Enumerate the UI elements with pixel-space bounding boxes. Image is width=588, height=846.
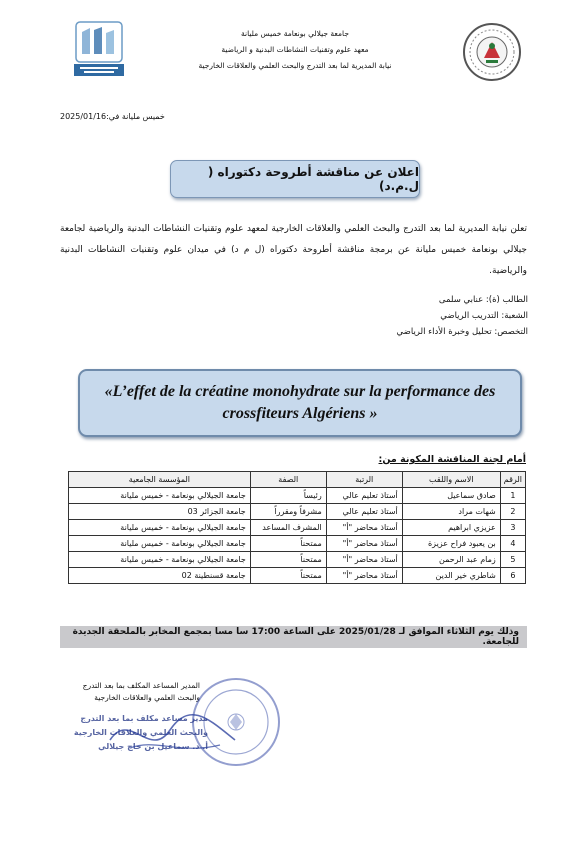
stamp-name: أ. د. سماعيل بن حاج جيلالي bbox=[98, 742, 208, 751]
jury-header-row bbox=[69, 472, 526, 488]
cell-institution: جامعة الجزائر 03 bbox=[69, 504, 251, 520]
cell-name: عزيزي ابراهيم bbox=[402, 520, 500, 536]
cell-role: المشرف المساعد bbox=[250, 520, 326, 536]
cell-rank: أستاذ تعليم عالي bbox=[326, 504, 402, 520]
cell-name: شهات مراد bbox=[402, 504, 500, 520]
col-rank: الرتبة bbox=[326, 472, 402, 488]
cell-name: صادق سماعيل bbox=[402, 488, 500, 504]
cell-role: رئيساً bbox=[250, 488, 326, 504]
institute-name: معهد علوم وتقنيات النشاطات البدنية و الرياضية bbox=[221, 45, 369, 54]
signatory-line-1: المدير المساعد المكلف بما بعد التدرج bbox=[82, 681, 200, 690]
cell-institution: جامعة الجيلالي بونعامة - خميس مليانة bbox=[69, 520, 251, 536]
table-row bbox=[69, 552, 526, 568]
cell-rank: أستاذ محاضر "أ" bbox=[326, 520, 402, 536]
cell-name: شاطري خير الدين bbox=[402, 568, 500, 584]
col-name: الاسم واللقب bbox=[402, 472, 500, 488]
cell-role: ممتحناً bbox=[250, 552, 326, 568]
jury-title: أمام لجنة المناقشة المكونة من: bbox=[378, 454, 526, 465]
cell-number: 2 bbox=[500, 504, 525, 520]
date-line: خميس مليانة في:2025/01/16 bbox=[60, 112, 165, 121]
col-role: الصفة bbox=[250, 472, 326, 488]
col-number: الرقم bbox=[500, 472, 525, 488]
handwritten-signature-icon bbox=[100, 700, 250, 770]
cell-rank: أستاذ محاضر "أ" bbox=[326, 536, 402, 552]
stamp-line-2: والبحث العلمي والعلاقات الخارجية bbox=[73, 728, 208, 737]
institute-emblem-icon bbox=[462, 22, 522, 82]
col-institution: المؤسسة الجامعية bbox=[69, 472, 251, 488]
stamp-line-1: مدير مساعد مكلف بما بعد التدرج bbox=[80, 714, 208, 723]
cell-institution: جامعة قسنطينة 02 bbox=[69, 568, 251, 584]
cell-number: 6 bbox=[500, 568, 525, 584]
university-name: جامعة جيلالي بونعامة خميس مليانة bbox=[241, 29, 349, 38]
cell-name: زمام عبد الرحمن bbox=[402, 552, 500, 568]
cell-role: ممتحناً bbox=[250, 568, 326, 584]
student-name: الطالب (ة): عنابي سلمى bbox=[438, 295, 528, 305]
jury-table bbox=[68, 471, 526, 584]
candidate-info bbox=[308, 292, 528, 340]
thesis-title: «L’effet de la créatine monohydrate sur la performance des crossfiteurs Algériens » bbox=[78, 369, 522, 437]
table-row bbox=[69, 520, 526, 536]
cell-role: ممتحناً bbox=[250, 536, 326, 552]
table-row bbox=[69, 488, 526, 504]
cell-rank: أستاذ محاضر "أ" bbox=[326, 568, 402, 584]
table-row bbox=[69, 568, 526, 584]
header-lines bbox=[150, 26, 440, 74]
cell-rank: أستاذ محاضر "أ" bbox=[326, 552, 402, 568]
announcement-title: اعلان عن مناقشة أطروحة دكتوراه ( ل.م.د) bbox=[170, 160, 420, 198]
cell-number: 1 bbox=[500, 488, 525, 504]
signatory-line-2: والبحث العلمي والعلاقات الخارجية bbox=[94, 693, 200, 702]
directorate-name: نيابة المديرية لما بعد التدرج والبحث العلمي والعلاقات الخارجية bbox=[198, 61, 392, 70]
cell-institution: جامعة الجيلالي بونعامة - خميس مليانة bbox=[69, 536, 251, 552]
cell-institution: جامعة الجيلالي بونعامة - خميس مليانة bbox=[69, 552, 251, 568]
cell-number: 5 bbox=[500, 552, 525, 568]
cell-rank: أستاذ تعليم عالي bbox=[326, 488, 402, 504]
cell-name: بن يعبود فراح عزيزة bbox=[402, 536, 500, 552]
branch: الشعبة: التدريب الرياضي bbox=[440, 311, 528, 321]
table-row bbox=[69, 504, 526, 520]
intro-paragraph: تعلن نيابة المديرية لما بعد التدرج والبحث العلمي والعلاقات الخارجية لمعهد علوم وتقنيات النشاطات البدنية والرياضية لجامعة جيلالي بونعامة خميس مليانة عن برمجة مناقشة أطروحة دكتوراه (ل م د) في ميدان علوم وتقنيات النشاطات البدنية والرياضية. bbox=[60, 224, 527, 276]
cell-number: 4 bbox=[500, 536, 525, 552]
cell-institution: جامعة الجيلالي بونعامة - خميس مليانة bbox=[69, 488, 251, 504]
university-logo-icon bbox=[70, 18, 128, 80]
specialty: التخصص: تحليل وخبرة الأداء الرياضي bbox=[396, 327, 528, 337]
defense-date: وذلك يوم الثلاثاء الموافق لـ 2025/01/28 على الساعة 17:00 سا مسا بمجمع المخابر بالملحقة الجديدة للجامعة. bbox=[60, 626, 527, 648]
cell-number: 3 bbox=[500, 520, 525, 536]
cell-role: مشرفاً ومقرراً bbox=[250, 504, 326, 520]
table-row bbox=[69, 536, 526, 552]
